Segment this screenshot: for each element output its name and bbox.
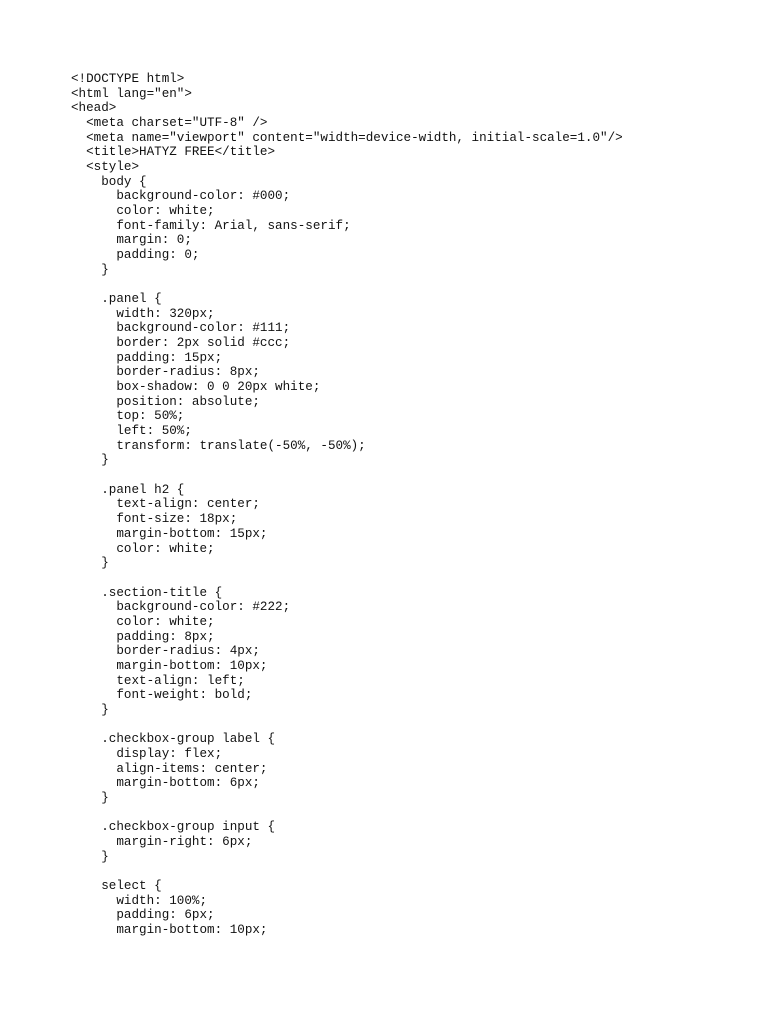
code-line: }	[71, 702, 109, 717]
code-line: color: white;	[71, 204, 215, 219]
code-line: <meta charset="UTF-8" />	[71, 116, 268, 131]
code-line: background-color: #000;	[71, 189, 291, 204]
code-line: width: 320px;	[71, 306, 215, 321]
code-line: top: 50%;	[71, 409, 185, 424]
code-line: margin-bottom: 15px;	[71, 526, 268, 541]
code-line: <html lang="en">	[71, 86, 192, 101]
code-line: left: 50%;	[71, 424, 192, 439]
code-line: font-weight: bold;	[71, 688, 253, 703]
code-line: }	[71, 556, 109, 571]
code-line	[71, 468, 623, 483]
code-line: }	[71, 453, 109, 468]
code-line	[71, 571, 623, 586]
code-line: .checkbox-group input {	[71, 820, 276, 835]
code-line: padding: 15px;	[71, 350, 223, 365]
code-line: border-radius: 4px;	[71, 644, 260, 659]
code-line: }	[71, 262, 109, 277]
code-line: padding: 8px;	[71, 629, 215, 644]
code-line: select {	[71, 878, 162, 893]
code-line: position: absolute;	[71, 394, 260, 409]
code-line: <title>HATYZ FREE</title>	[71, 145, 276, 160]
code-line: text-align: left;	[71, 673, 245, 688]
code-line: font-size: 18px;	[71, 512, 238, 527]
code-line: box-shadow: 0 0 20px white;	[71, 380, 321, 395]
code-line	[71, 718, 623, 733]
code-listing	[71, 72, 623, 938]
code-line: border-radius: 8px;	[71, 365, 260, 380]
code-line: }	[71, 849, 109, 864]
code-line: .checkbox-group label {	[71, 732, 276, 747]
code-line: border: 2px solid #ccc;	[71, 336, 291, 351]
code-line: body {	[71, 174, 147, 189]
code-line	[71, 864, 623, 879]
code-line: background-color: #111;	[71, 321, 291, 336]
code-line: color: white;	[71, 541, 215, 556]
code-line: margin: 0;	[71, 233, 192, 248]
code-line	[71, 806, 623, 821]
code-line: align-items: center;	[71, 761, 268, 776]
code-line: transform: translate(-50%, -50%);	[71, 438, 366, 453]
code-line: font-family: Arial, sans-serif;	[71, 218, 351, 233]
code-line	[71, 277, 623, 292]
code-line: .panel {	[71, 292, 162, 307]
code-line: margin-bottom: 6px;	[71, 776, 260, 791]
code-line: }	[71, 790, 109, 805]
code-line: text-align: center;	[71, 497, 260, 512]
code-line: margin-bottom: 10px;	[71, 922, 268, 937]
code-line: <head>	[71, 101, 117, 116]
code-line: margin-right: 6px;	[71, 834, 253, 849]
code-line: width: 100%;	[71, 893, 208, 908]
code-line: <!DOCTYPE html>	[71, 72, 185, 86]
code-line: color: white;	[71, 614, 215, 629]
code-line: background-color: #222;	[71, 600, 291, 615]
code-line: padding: 0;	[71, 248, 200, 263]
code-line: padding: 6px;	[71, 908, 215, 923]
code-line: .panel h2 {	[71, 482, 185, 497]
code-line: <meta name="viewport" content="width=device-width, initial-scale=1.0"/>	[71, 130, 623, 145]
code-line: <style>	[71, 160, 140, 175]
code-line: display: flex;	[71, 746, 223, 761]
code-line: .section-title {	[71, 585, 223, 600]
code-line: margin-bottom: 10px;	[71, 658, 268, 673]
